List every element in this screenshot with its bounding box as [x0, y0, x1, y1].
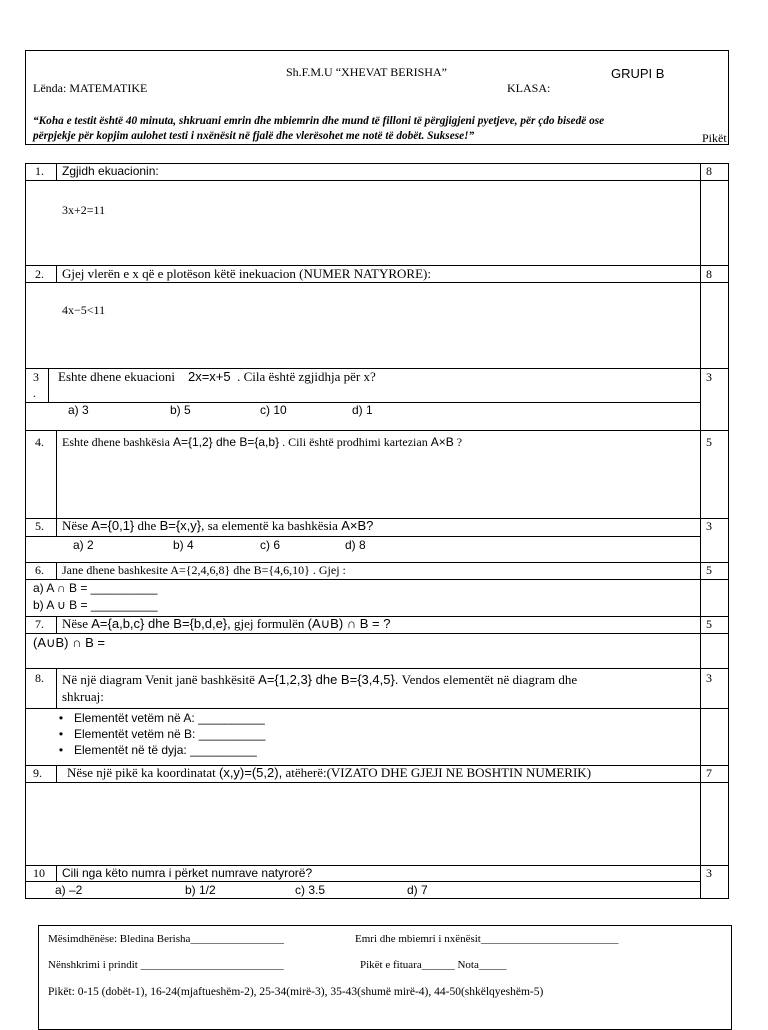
subject-label: Lënda: MATEMATIKE — [33, 81, 148, 95]
q3-number: 3 — [33, 370, 39, 384]
q6-answer-b: b) A ∪ B = __________ — [33, 598, 158, 612]
q10-number: 10 — [33, 866, 45, 880]
q10-option-c: c) 3.5 — [295, 883, 326, 897]
q10-option-d: d) 7 — [407, 883, 428, 897]
points-header: Pikët — [702, 131, 727, 145]
q7-answer: (A∪B) ∩ B = — [33, 635, 105, 650]
class-label: KLASA: — [507, 81, 551, 95]
q3-text: Eshte dhene ekuacioni 2x=x+5 . Cila është zgjidhja për x? — [58, 369, 376, 384]
q6-text: Jane dhene bashkesite A={2,4,6,8} dhe B={4,6,10} . Gjej : — [62, 563, 346, 577]
score-field: Pikët e fituara______ Nota_____ — [360, 959, 507, 971]
q10-option-b: b) 1/2 — [185, 883, 216, 897]
instructions-line-2: përpjekje për kopjim aulohet testi i nxënësit në fjalë dhe vlerësohet me notë të dobët. Suksese!” — [33, 130, 475, 142]
parent-signature-field: Nënshkrimi i prindit __________________________ — [48, 959, 284, 971]
q3-number-dot: . — [33, 386, 36, 400]
q5-number: 5. — [35, 519, 44, 533]
q2-expression: 4x−5<11 — [62, 303, 106, 317]
q3-equation: 2x=x+5 — [187, 369, 231, 384]
q5-points: 3 — [706, 519, 712, 533]
q6-points: 5 — [706, 563, 712, 577]
q4-points: 5 — [706, 435, 712, 449]
teacher-name: Mësimdhënëse: Bledina Berisha_________________ — [48, 933, 284, 945]
q10-points: 3 — [706, 866, 712, 880]
q8-points: 3 — [706, 671, 712, 685]
q9-number: 9. — [33, 766, 42, 780]
grading-scale: Pikët: 0-15 (dobët-1), 16-24(mjaftueshëm-2), 25-34(mirë-3), 35-43(shumë mirë-4), 44-50(shkëlqyeshëm-5) — [48, 986, 544, 998]
q2-points: 8 — [706, 267, 712, 281]
school-name: Sh.F.M.U “XHEVAT BERISHA” — [286, 65, 447, 79]
q1-number: 1. — [35, 164, 44, 178]
q9-text: Nëse një pikë ka koordinatat (x,y)=(5,2), atëherë:(VIZATO DHE GJEJI NE BOSHTIN NUMERIK) — [67, 765, 592, 780]
q3-option-c: c) 10 — [260, 403, 287, 417]
q9-points: 7 — [706, 766, 712, 780]
q7-text: Nëse A={a,b,c} dhe B={b,d,e}, gjej formulën (A∪B) ∩ B = ? — [62, 616, 391, 631]
q6-answer-a: a) A ∩ B = __________ — [33, 581, 158, 595]
q5-option-c: c) 6 — [260, 538, 281, 552]
q5-option-d: d) 8 — [345, 538, 366, 552]
q5-text: Nëse A={0,1} dhe B={x,y}, sa elementë ka bashkësia A×B? — [62, 518, 374, 533]
q3-option-d: d) 1 — [352, 403, 373, 417]
q4-number: 4. — [35, 435, 44, 449]
q8-text-line-1: Në një diagram Venit janë bashkësitë A={1,2,3} dhe B={3,4,5}. Vendos elementët në diagram dhe — [62, 672, 578, 687]
q5-option-b: b) 4 — [173, 538, 194, 552]
q10-option-a: a) –2 — [55, 883, 83, 897]
q3-option-b: b) 5 — [170, 403, 191, 417]
q3-option-a: a) 3 — [68, 403, 89, 417]
q7-number: 7. — [35, 617, 44, 631]
q8-text-line-2: shkruaj: — [62, 689, 104, 704]
group-label: GRUPI B — [611, 66, 665, 81]
q4-text: Eshte dhene bashkësia A={1,2} dhe B={a,b} . Cili është prodhimi kartezian A×B ? — [62, 435, 463, 449]
list-item: • Elementët vetëm në A: __________ — [58, 711, 265, 725]
q7-points: 5 — [706, 617, 712, 631]
q1-expression: 3x+2=11 — [62, 203, 106, 217]
points-column-divider — [700, 163, 701, 899]
student-name-field: Emri dhe mbiemri i nxënësit_________________________ — [355, 933, 619, 945]
list-item: • Elementët në të dyja: __________ — [58, 743, 257, 757]
instructions-line-1: “Koha e testit është 40 minuta, shkruani emrin dhe mbiemrin dhe mund të filloni të përgjigjeni pyetjeve, për çdo bisedë ose — [33, 115, 605, 127]
q8-bullet-list — [48, 710, 265, 758]
q1-points: 8 — [706, 164, 712, 178]
q5-option-a: a) 2 — [73, 538, 94, 552]
list-item: • Elementët vetëm në B: __________ — [58, 727, 266, 741]
q1-text: Zgjidh ekuacionin: — [62, 164, 159, 178]
q3-points: 3 — [706, 370, 712, 384]
q6-number: 6. — [35, 563, 44, 577]
q8-number: 8. — [35, 671, 44, 685]
q2-text: Gjej vlerën e x që e plotëson këtë inekuacion (NUMER NATYRORE): — [62, 266, 431, 281]
q2-number: 2. — [35, 267, 44, 281]
q10-text: Cili nga këto numra i përket numrave natyrorë? — [62, 866, 313, 880]
